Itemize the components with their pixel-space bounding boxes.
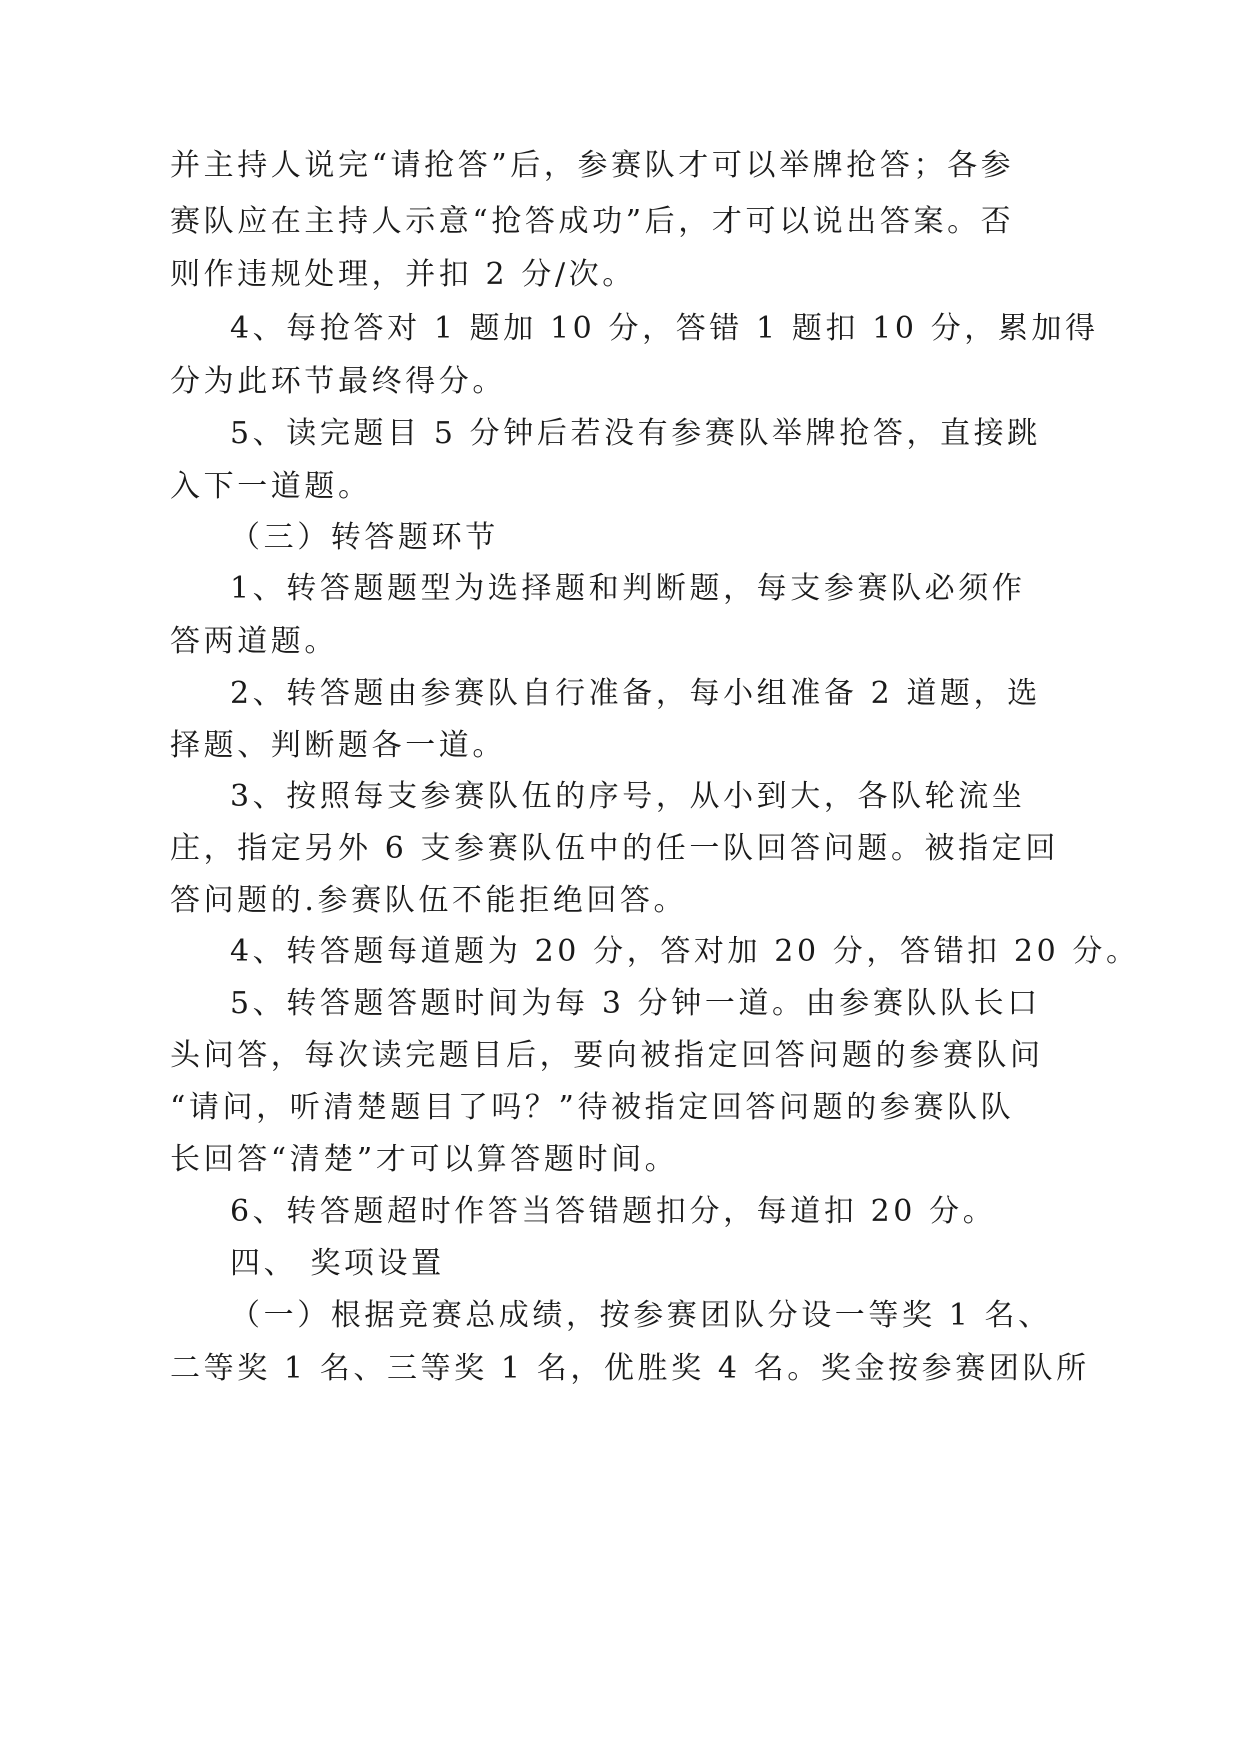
paragraph-line: 长回答“清楚”才可以算答题时间。 xyxy=(170,1142,679,1177)
paragraph-line: 2、转答题由参赛队自行准备，每小组准备 2 道题，选 xyxy=(230,676,1041,711)
paragraph-line: 则作违规处理，并扣 2 分/次。 xyxy=(170,257,636,292)
paragraph-line: 4、每抢答对 1 题加 10 分，答错 1 题扣 10 分，累加得 xyxy=(230,311,1099,346)
paragraph-line: 5、读完题目 5 分钟后若没有参赛队举牌抢答，直接跳 xyxy=(230,416,1041,451)
paragraph-line: （一）根据竞赛总成绩，按参赛团队分设一等奖 1 名、 xyxy=(230,1298,1052,1333)
paragraph-line: 头问答，每次读完题目后，要向被指定回答问题的参赛队问 xyxy=(170,1038,1044,1073)
paragraph-line: 庄，指定另外 6 支参赛队伍中的任一队回答问题。被指定回 xyxy=(170,831,1059,866)
paragraph-line: “请问，听清楚题目了吗？”待被指定回答问题的参赛队队 xyxy=(170,1090,1015,1125)
paragraph-line: 并主持人说完“请抢答”后，参赛队才可以举牌抢答；各参 xyxy=(170,148,1015,183)
paragraph-line: 答问题的.参赛队伍不能拒绝回答。 xyxy=(170,883,688,918)
section-heading: （三）转答题环节 xyxy=(230,520,499,555)
paragraph-line: 答两道题。 xyxy=(170,624,338,659)
paragraph-line: 6、转答题超时作答当答错题扣分，每道扣 20 分。 xyxy=(230,1194,997,1229)
paragraph-line: 1、转答题题型为选择题和判断题，每支参赛队必须作 xyxy=(230,571,1026,606)
paragraph-line: 4、转答题每道题为 20 分，答对加 20 分，答错扣 20 分。 xyxy=(230,934,1140,969)
paragraph-line: 赛队应在主持人示意“抢答成功”后，才可以说出答案。否 xyxy=(170,204,1015,239)
paragraph-line: 择题、判断题各一道。 xyxy=(170,728,506,763)
paragraph-line: 3、按照每支参赛队伍的序号，从小到大，各队轮流坐 xyxy=(230,779,1026,814)
paragraph-line: 二等奖 1 名、三等奖 1 名，优胜奖 4 名。奖金按参赛团队所 xyxy=(170,1351,1090,1386)
section-heading: 四、 奖项设置 xyxy=(230,1246,445,1281)
paragraph-line: 入下一道题。 xyxy=(170,469,372,504)
paragraph-line: 分为此环节最终得分。 xyxy=(170,364,506,399)
paragraph-line: 5、转答题答题时间为每 3 分钟一道。由参赛队队长口 xyxy=(230,986,1041,1021)
